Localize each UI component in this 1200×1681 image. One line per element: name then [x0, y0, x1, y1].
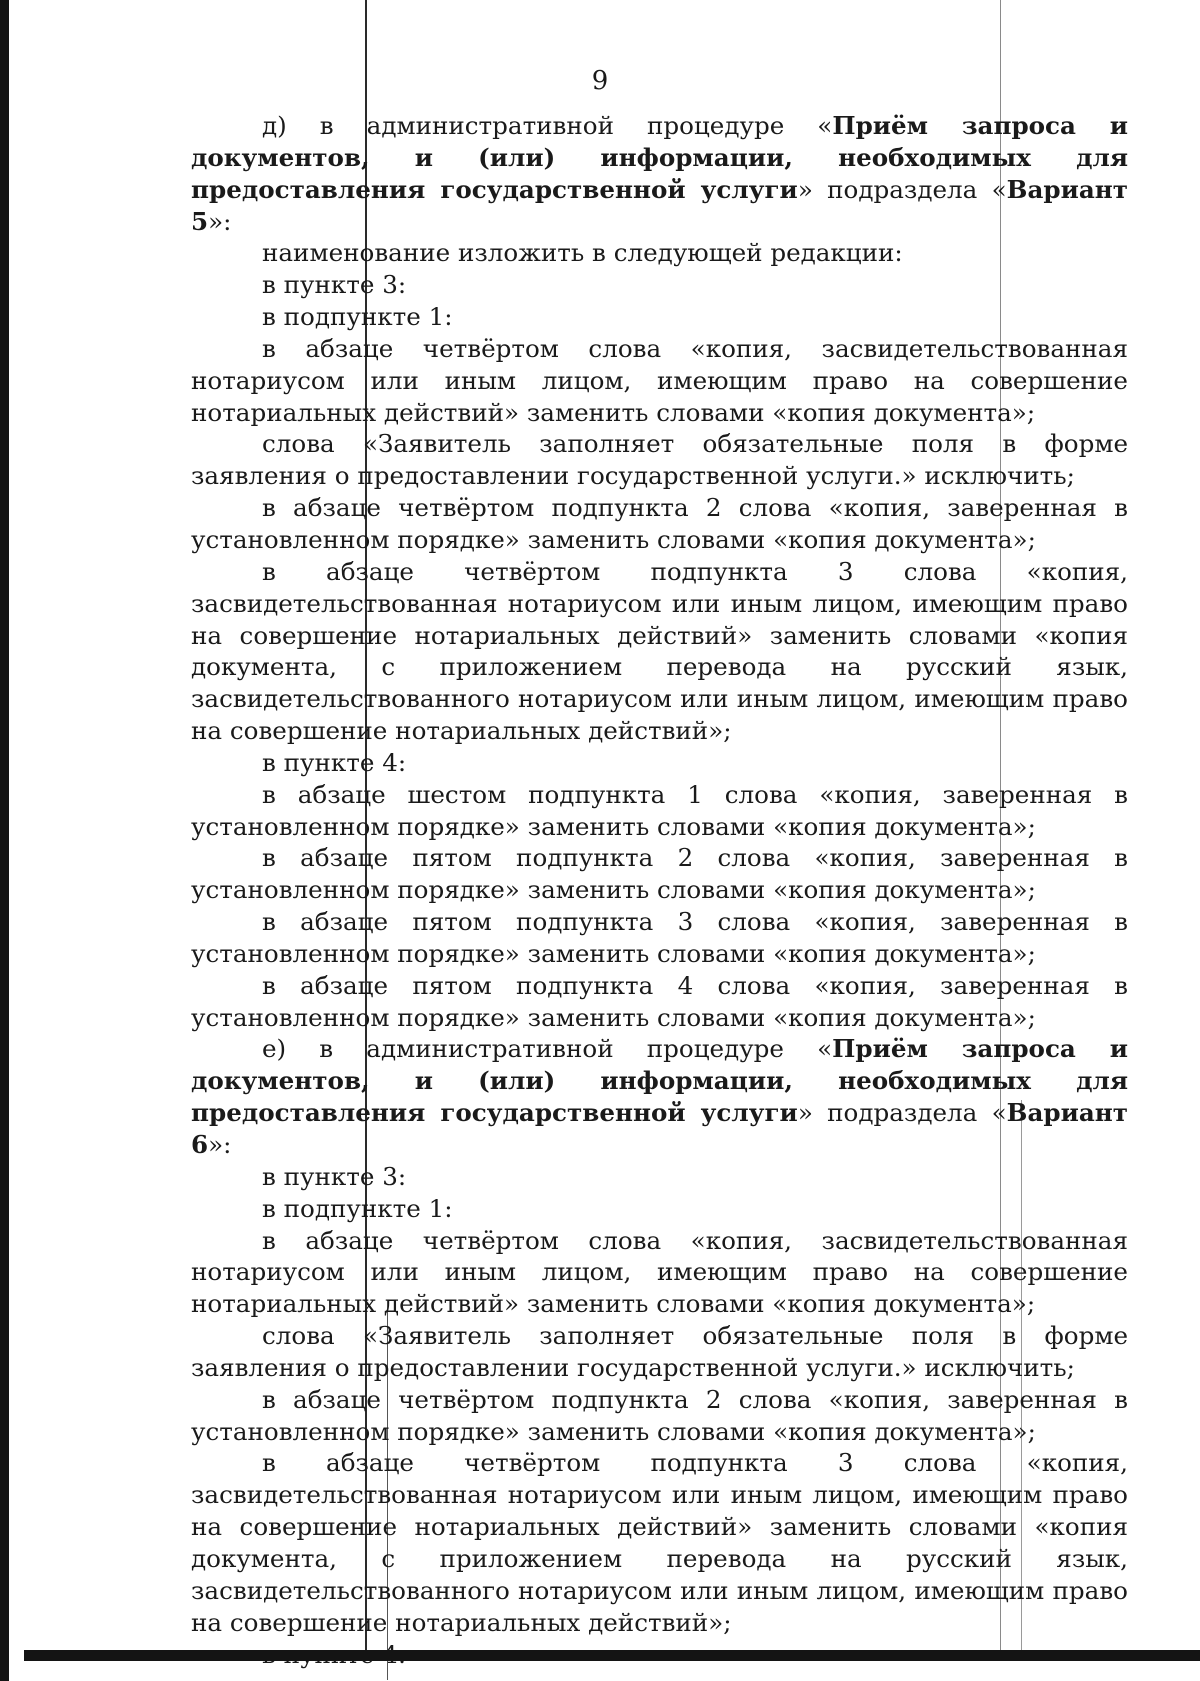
text-run: слова «Заявитель заполняет обязательные поля в форме заявления о предоставлении государственной услуги.» исключить;	[191, 429, 1128, 491]
paragraph	[191, 906, 1128, 970]
paragraph	[191, 492, 1128, 556]
paragraph	[191, 1193, 1128, 1225]
text-run: в абзаце четвёртом подпункта 2 слова «копия, заверенная в установленном порядке» заменить словами «копия документа»;	[191, 1384, 1128, 1446]
text-run: в абзаце шестом подпункта 1 слова «копия, заверенная в установленном порядке» заменить словами «копия документа»;	[191, 779, 1128, 841]
text-run: » подраздела «	[797, 1098, 1007, 1128]
text-run: в абзаце четвёртом слова «копия, засвидетельствованная нотариусом или иным лицом, имеющим право на совершение нотариальных действий» заменить словами «копия документа»;	[191, 333, 1128, 427]
text-run: в пункте 4:	[262, 747, 407, 777]
paragraph	[191, 1320, 1128, 1384]
text-run: наименование изложить в следующей редакции:	[262, 238, 903, 268]
paragraph	[191, 428, 1128, 492]
paragraph	[191, 1384, 1128, 1448]
paragraph	[191, 1447, 1128, 1638]
text-run: в абзаце пятом подпункта 4 слова «копия, заверенная в установленном порядке» заменить словами «копия документа»;	[191, 970, 1128, 1032]
scan-edge-shadow	[0, 0, 9, 1681]
text-run: в абзаце пятом подпункта 2 слова «копия, заверенная в установленном порядке» заменить словами «копия документа»;	[191, 843, 1128, 905]
text-run: в подпункте 1:	[262, 1193, 453, 1223]
scan-bottom-edge	[24, 1650, 1200, 1661]
paragraph	[191, 747, 1128, 779]
bold-text: Вариант 5	[191, 174, 1128, 236]
paragraph	[191, 333, 1128, 429]
text-run: слова «Заявитель заполняет обязательные поля в форме заявления о предоставлении государственной услуги.» исключить;	[191, 1321, 1128, 1382]
paragraph	[191, 556, 1128, 747]
text-run: »:	[208, 1130, 232, 1159]
text-run: » подраздела «	[797, 174, 1007, 204]
text-run: в подпункте 1:	[262, 302, 453, 332]
text-run: в пункте 3:	[262, 270, 407, 300]
paragraph	[191, 1033, 1128, 1160]
text-run: в абзаце четвёртом подпункта 2 слова «копия, заверенная в установленном порядке» заменить словами «копия документа»;	[191, 493, 1128, 554]
bold-text: Приём запроса и документов, и (или) информации, необходимых для предоставления государственной услуги	[191, 111, 1128, 204]
page-number: 9	[591, 66, 609, 96]
paragraph	[191, 237, 1128, 269]
text-run: в абзаце четвёртом подпункта 3 слова «копия, засвидетельствованная нотариусом или иным лицом, имеющим право на совершение нотариальных действий» заменить словами «копия документа, с приложением перевода на русский язык, засвидетельствованного нотариусом или иным лицом, имеющим право на совершение нотариальных действий»;	[191, 556, 1128, 746]
text-run: в абзаце пятом подпункта 3 слова «копия, заверенная в установленном порядке» заменить словами «копия документа»;	[191, 907, 1128, 968]
text-run: в пункте 3:	[262, 1161, 407, 1191]
bold-text: Вариант 6	[191, 1098, 1128, 1159]
text-run: д) в административной процедуре «	[262, 111, 833, 140]
bold-text: Приём запроса и документов, и (или) информации, необходимых для предоставления государственной услуги	[191, 1034, 1128, 1128]
paragraph	[191, 1225, 1128, 1321]
text-run: в абзаце четвёртом подпункта 3 слова «копия, засвидетельствованная нотариусом или иным лицом, имеющим право на совершение нотариальных действий» заменить словами «копия документа, с приложением перевода на русский язык, засвидетельствованного нотариусом или иным лицом, имеющим право на совершение нотариальных действий»;	[191, 1448, 1128, 1637]
paragraph	[191, 110, 1128, 237]
paragraph	[191, 970, 1128, 1034]
text-run: »:	[208, 206, 232, 236]
paragraph	[191, 842, 1128, 906]
text-run: е) в административной процедуре «	[262, 1034, 833, 1064]
paragraph	[191, 779, 1128, 843]
text-run: в абзаце четвёртом слова «копия, засвидетельствованная нотариусом или иным лицом, имеющим право на совершение нотариальных действий» заменить словами «копия документа»;	[191, 1225, 1128, 1319]
document-body	[191, 110, 1128, 1670]
paragraph	[191, 301, 1128, 333]
paragraph	[191, 1161, 1128, 1193]
paragraph	[191, 269, 1128, 301]
